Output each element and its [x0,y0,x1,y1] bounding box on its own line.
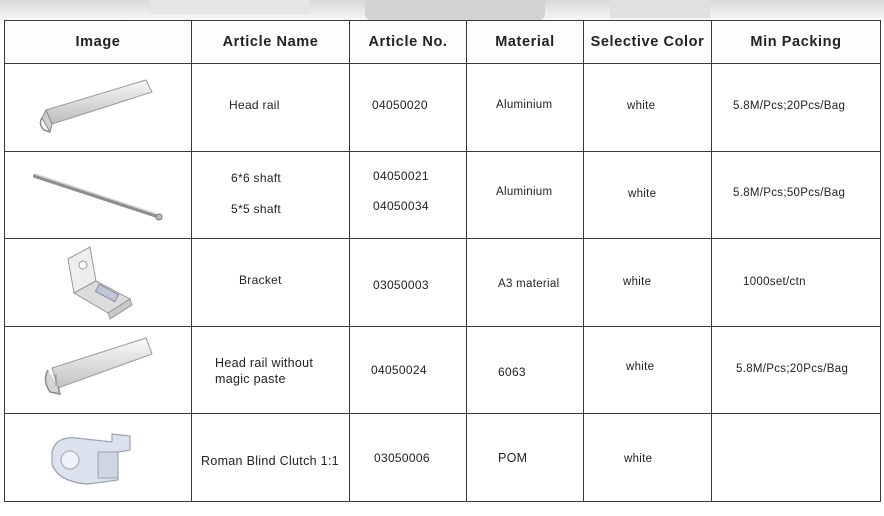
color-cell: white [584,414,712,502]
table-row [5,326,881,414]
header-material: Material [467,21,584,64]
article-no-cell: 03050003 [350,239,467,327]
article-no-cell: 03050006 [350,414,467,502]
header-article-name: Article Name [192,21,350,64]
color-cell: white [584,151,712,239]
material-cell: 6063 [467,326,584,414]
article-name-cell: 6*6 shaft 5*5 shaft [192,151,350,239]
header-article-no: Article No. [350,21,467,64]
head-rail-image [5,64,192,152]
article-no-cell: 04050021 04050034 [350,151,467,239]
table-row [5,151,881,239]
bracket-image [5,239,192,327]
table-row [5,64,881,152]
article-no-cell: 04050024 [350,326,467,414]
color-cell: white [584,326,712,414]
header-selective-color: Selective Color [584,21,712,64]
article-name-cell: Roman Blind Clutch 1:1 [192,414,350,502]
packing-cell: 5.8M/Pcs;20Pcs/Bag [712,326,881,414]
material-cell: Aluminium [467,151,584,239]
color-cell: white [584,239,712,327]
table-header-row [5,21,881,64]
shaft-image [5,151,192,239]
packing-cell: 1000set/ctn [712,239,881,327]
header-image: Image [5,21,192,64]
material-cell: POM [467,414,584,502]
head-rail-without-paste-image [5,326,192,414]
table-row [5,239,881,327]
packing-cell [712,414,881,502]
material-cell: Aluminium [467,64,584,152]
packing-cell: 5.8M/Pcs;20Pcs/Bag [712,64,881,152]
material-cell: A3 material [467,239,584,327]
article-name-cell: Head rail [192,64,350,152]
article-no-cell: 04050020 [350,64,467,152]
article-name-cell: Bracket [192,239,350,327]
product-spec-table [4,20,881,502]
packing-cell: 5.8M/Pcs;50Pcs/Bag [712,151,881,239]
article-name-cell: Head rail without magic paste [192,326,350,414]
header-min-packing: Min Packing [712,21,881,64]
roman-blind-clutch-image [5,414,192,502]
table-row [5,414,881,502]
color-cell: white [584,64,712,152]
